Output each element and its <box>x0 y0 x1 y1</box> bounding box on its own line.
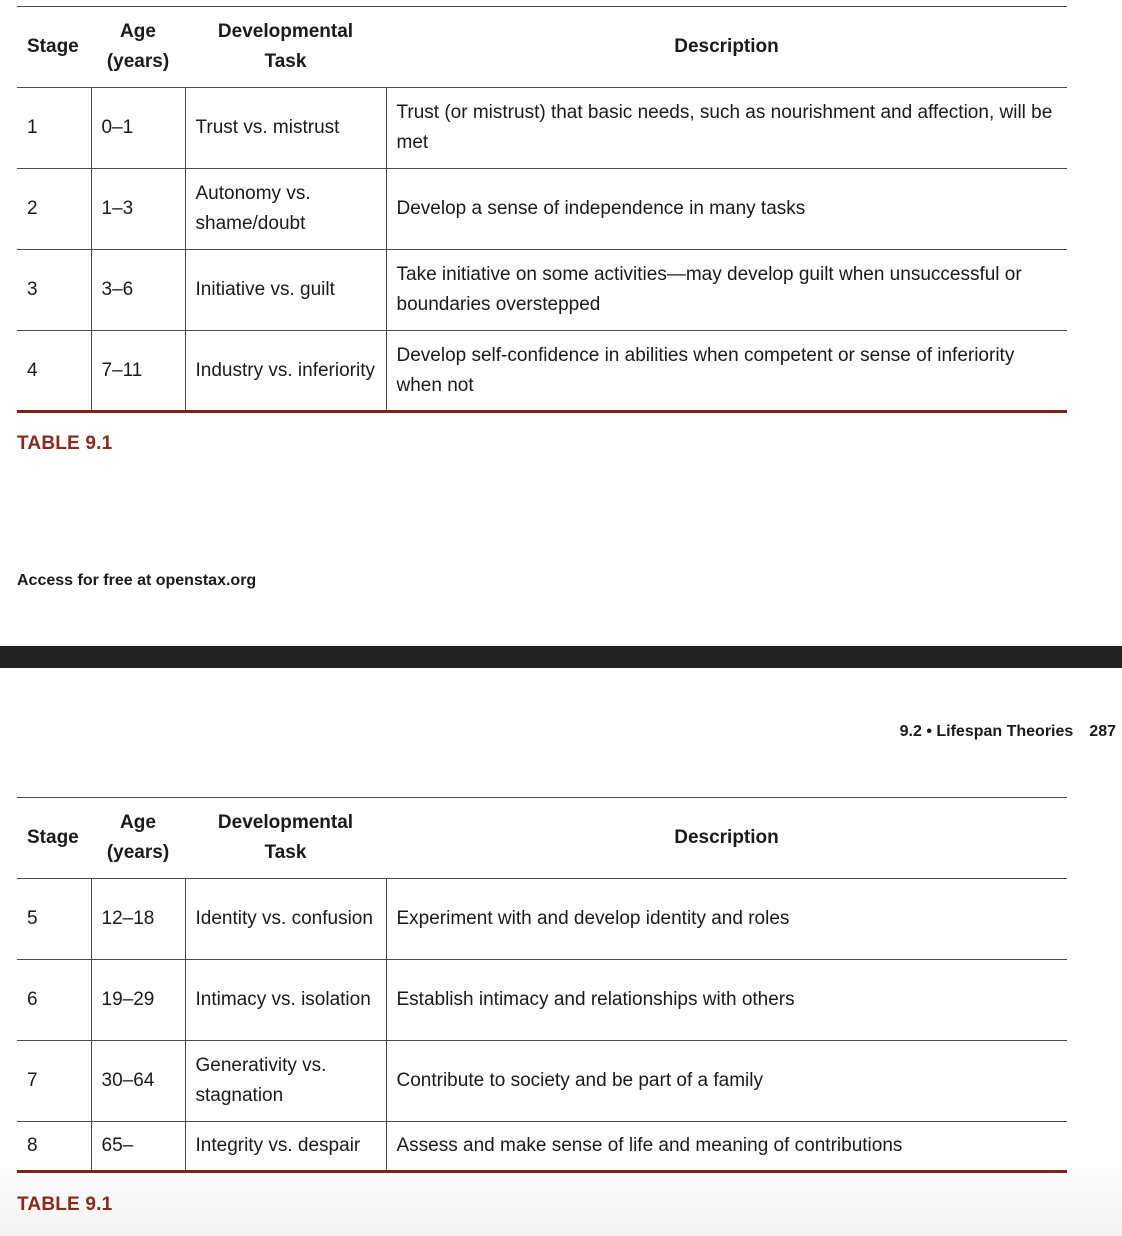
table-row <box>17 169 1067 250</box>
cell-task: Generativity vs. stagnation <box>185 1041 386 1122</box>
header-task: Developmental Task <box>185 7 386 88</box>
page-divider <box>0 646 1122 668</box>
cell-stage: 3 <box>17 250 91 331</box>
cell-age: 30–64 <box>91 1041 185 1122</box>
table-row <box>17 960 1067 1041</box>
header-age: Age (years) <box>91 7 185 88</box>
running-head <box>900 723 1116 741</box>
cell-stage: 4 <box>17 331 91 412</box>
cell-stage: 8 <box>17 1122 91 1172</box>
section-title: 9.2 • Lifespan Theories <box>899 723 1074 740</box>
cell-stage: 6 <box>17 960 91 1041</box>
cell-age: 3–6 <box>91 250 185 331</box>
cell-task: Integrity vs. despair <box>185 1122 386 1172</box>
table-row <box>17 1041 1067 1122</box>
cell-age: 7–11 <box>91 331 185 412</box>
erikson-stages-table-part-1 <box>17 6 1067 413</box>
header-description: Description <box>386 7 1067 88</box>
cell-stage: 2 <box>17 169 91 250</box>
cell-description: Trust (or mistrust) that basic needs, such as nourishment and affection, will be met <box>386 88 1067 169</box>
cell-task: Initiative vs. guilt <box>185 250 386 331</box>
cell-stage: 5 <box>17 879 91 960</box>
erikson-stages-table-part-2 <box>17 797 1067 1173</box>
cell-description: Develop self-confidence in abilities when competent or sense of inferiority when not <box>386 331 1067 412</box>
table-header-row <box>17 798 1067 879</box>
access-footer-text: Access for free at openstax.org <box>17 572 257 589</box>
cell-age: 12–18 <box>91 879 185 960</box>
table-caption: TABLE 9.1 <box>17 433 113 454</box>
header-stage: Stage <box>17 798 91 879</box>
cell-age: 1–3 <box>91 169 185 250</box>
cell-age: 65– <box>91 1122 185 1172</box>
table-row <box>17 250 1067 331</box>
table-row <box>17 879 1067 960</box>
cell-description: Assess and make sense of life and meaning of contributions <box>386 1122 1067 1172</box>
cell-description: Take initiative on some activities—may develop guilt when unsuccessful or boundaries overstepped <box>386 250 1067 331</box>
table-caption: TABLE 9.1 <box>17 1194 113 1215</box>
cell-task: Trust vs. mistrust <box>185 88 386 169</box>
cell-task: Intimacy vs. isolation <box>185 960 386 1041</box>
cell-stage: 7 <box>17 1041 91 1122</box>
cell-stage: 1 <box>17 88 91 169</box>
cell-description: Contribute to society and be part of a family <box>386 1041 1067 1122</box>
page-number: 287 <box>1089 723 1116 740</box>
table-header-row <box>17 7 1067 88</box>
header-description: Description <box>386 798 1067 879</box>
cell-task: Autonomy vs. shame/doubt <box>185 169 386 250</box>
header-task: Developmental Task <box>185 798 386 879</box>
header-stage: Stage <box>17 7 91 88</box>
table-row <box>17 1122 1067 1172</box>
header-age: Age (years) <box>91 798 185 879</box>
table-row <box>17 331 1067 412</box>
table-row <box>17 88 1067 169</box>
cell-description: Experiment with and develop identity and roles <box>386 879 1067 960</box>
cell-age: 19–29 <box>91 960 185 1041</box>
cell-task: Industry vs. inferiority <box>185 331 386 412</box>
cell-age: 0–1 <box>91 88 185 169</box>
cell-description: Establish intimacy and relationships with others <box>386 960 1067 1041</box>
cell-task: Identity vs. confusion <box>185 879 386 960</box>
cell-description: Develop a sense of independence in many tasks <box>386 169 1067 250</box>
